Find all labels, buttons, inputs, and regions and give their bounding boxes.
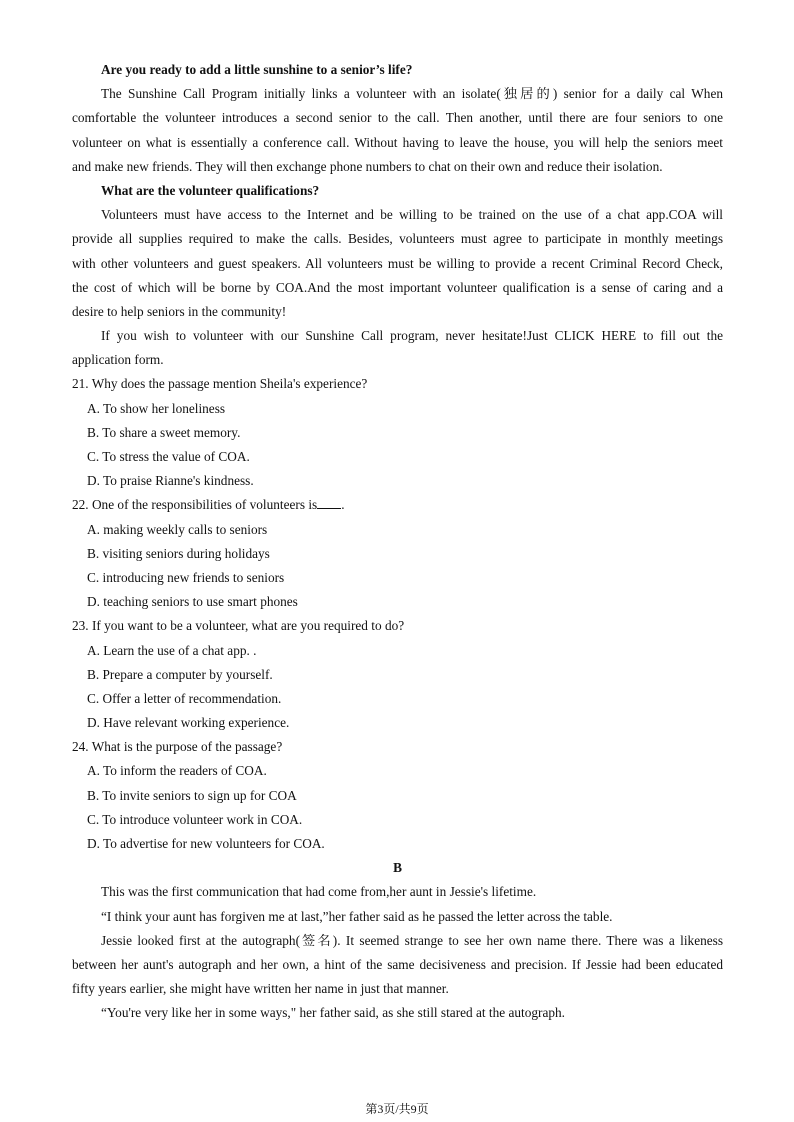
answer-option: B. To invite seniors to sign up for COA: [87, 787, 297, 803]
text-line: volunteer on what is essentially a conference call. Without having to leave the house, you will help the seniors meet: [72, 134, 723, 150]
text-line: desire to help seniors in the community!: [72, 303, 287, 319]
text-line: This was the first communication that had come from,her aunt in Jessie's lifetime.: [101, 884, 537, 900]
answer-option: D. Have relevant working experience.: [87, 715, 290, 731]
text-line: and make new friends. They will then exchange phone numbers to chat on their own and reduce their isolation.: [72, 158, 663, 174]
answer-option: D. teaching seniors to use smart phones: [87, 594, 298, 610]
answer-option: B. visiting seniors during holidays: [87, 545, 270, 561]
paragraph-autograph: [72, 929, 723, 1002]
answer-option: C. To introduce volunteer work in COA.: [87, 811, 303, 827]
question-21: [72, 372, 723, 493]
section-heading: What are the volunteer qualifications?: [101, 182, 320, 198]
text-line: fifty years earlier, she might have written her name in just that manner.: [72, 981, 449, 997]
answer-option: D. To advertise for new volunteers for COA.: [87, 836, 325, 851]
text-line: application form.: [72, 352, 164, 368]
section-heading: Are you ready to add a little sunshine to a senior’s life?: [101, 62, 413, 77]
answer-blank: [317, 496, 341, 509]
question-stem-text: 22. One of the responsibilities of volunteers is: [72, 497, 318, 513]
question-23: [72, 614, 723, 735]
answer-option: D. To praise Rianne's kindness.: [87, 473, 254, 489]
question-stem: 21. Why does the passage mention Sheila's experience?: [72, 376, 368, 392]
question-22: [72, 493, 723, 614]
text-line: “I think your aunt has forgiven me at last,”her father said as he passed the letter across the table.: [101, 908, 613, 924]
text-line: provide all supplies required to make the calls. Besides, volunteers must agree to participate in monthly meetings: [72, 231, 723, 247]
answer-option: A. To inform the readers of COA.: [87, 763, 267, 779]
text-line: The Sunshine Call Program initially links a volunteer with an isolate(独居的) senior for a daily cal When: [101, 86, 723, 102]
page-number: 第3页/共9页: [365, 1102, 429, 1116]
page-content: [72, 58, 723, 1026]
answer-option: C. To stress the value of COA.: [87, 449, 250, 464]
question-stem: [72, 493, 723, 517]
text-line: between her aunt's autograph and her own, a hint of the same decisiveness and precision. If Jessie had been educated: [72, 956, 723, 972]
question-24: [72, 735, 723, 856]
answer-option: A. making weekly calls to seniors: [87, 521, 268, 537]
paragraph-qualifications: [72, 203, 723, 324]
question-stem-end: .: [341, 497, 345, 513]
question-stem: 23. If you want to be a volunteer, what are you required to do?: [72, 618, 405, 634]
answer-option: B. Prepare a computer by yourself.: [87, 666, 273, 682]
section-label: B: [393, 860, 402, 876]
answer-option: A. To show her loneliness: [87, 400, 226, 416]
text-line: Volunteers must have access to the Internet and be willing to be trained on the use of a chat app.COA will: [101, 207, 723, 223]
answer-option: C. Offer a letter of recommendation.: [87, 690, 282, 706]
text-line: “You're very like her in some ways," her father said, as she still stared at the autograph.: [101, 1005, 565, 1021]
text-line: comfortable the volunteer introduces a second senior to the call. Then another, until there are four seniors to one: [72, 110, 723, 126]
question-stem: 24. What is the purpose of the passage?: [72, 739, 283, 755]
text-line: the cost of which will be borne by COA.And the most important volunteer qualification is a sense of caring and a: [72, 279, 723, 295]
answer-option: A. Learn the use of a chat app. .: [87, 642, 257, 658]
answer-option: C. introducing new friends to seniors: [87, 569, 285, 585]
paragraph-call-to-action: [72, 324, 723, 372]
text-line: If you wish to volunteer with our Sunshine Call program, never hesitate!Just CLICK HERE to fill out the: [101, 328, 723, 344]
answer-option: B. To share a sweet memory.: [87, 424, 241, 440]
text-line: Jessie looked first at the autograph(签名). It seemed strange to see her own name there. There was a likeness: [101, 932, 723, 948]
text-line: with other volunteers and guest speakers. All volunteers must be willing to provide a recent Criminal Record Check,: [72, 255, 723, 271]
paragraph-program: [72, 82, 723, 179]
